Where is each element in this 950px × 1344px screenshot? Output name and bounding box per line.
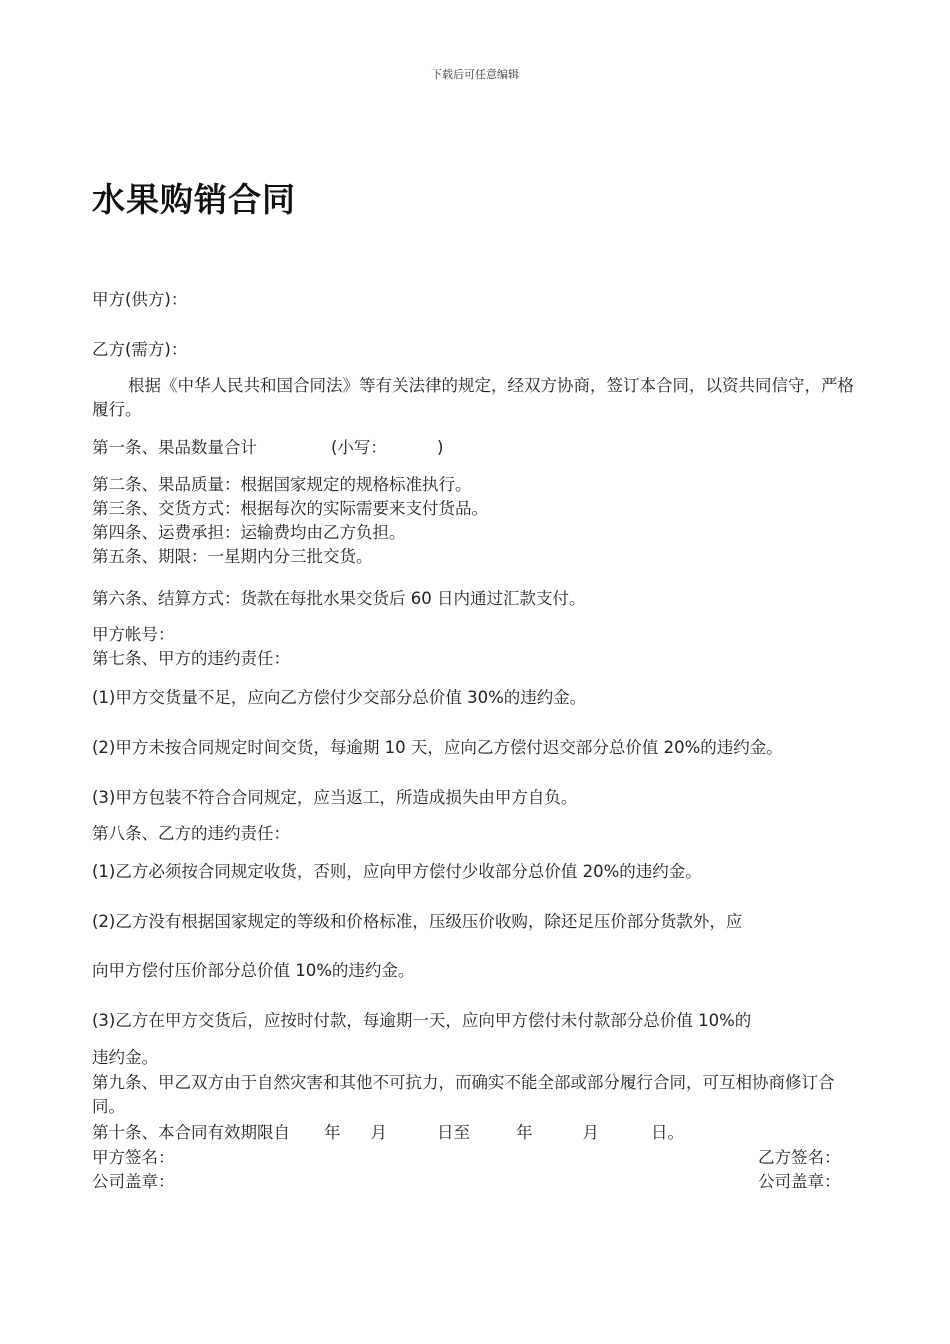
day-end-label: 日。 [651, 1123, 684, 1142]
article-7-item: (1)甲方交货量不足，应向乙方偿付少交部分总价值 30%的违约金。 [92, 688, 587, 707]
party-b-seal-label: 公司盖章： [758, 1172, 841, 1191]
year-label: 年 [324, 1123, 341, 1142]
article-2: 第二条、果品质量：根据国家规定的规格标准执行。 [92, 475, 472, 494]
article-5: 第五条、期限：一星期内分三批交货。 [92, 547, 373, 566]
article-8-item: (1)乙方必须按合同规定收货，否则，应向甲方偿付少收部分总价值 20%的违约金。 [92, 862, 702, 881]
article-8-heading: 第八条、乙方的违约责任： [92, 824, 290, 843]
month-label: 月 [582, 1123, 599, 1142]
month-label: 月 [370, 1123, 387, 1142]
article-10 [92, 1121, 684, 1145]
party-a-label: 甲方(供方)： [92, 290, 188, 309]
article-4: 第四条、运费承担：运输费均由乙方负担。 [92, 523, 406, 542]
article-8-item-continued: 违约金。 [92, 1048, 158, 1067]
article-1 [92, 436, 443, 460]
article-1-close: ) [436, 438, 444, 457]
party-b-label: 乙方(需方)： [92, 340, 188, 359]
article-7-item: (3)甲方包装不符合合同规定，应当返工，所造成损失由甲方自负。 [92, 788, 578, 807]
article-1-label: 第一条、果品数量合计 [92, 438, 257, 457]
article-9: 第九条、甲乙双方由于自然灾害和其他不可抗力，而确实不能全部或部分履行合同，可互相协商修订合同。 [92, 1073, 835, 1116]
account-label: 甲方帐号： [92, 625, 175, 644]
article-3: 第三条、交货方式：根据每次的实际需要来支付货品。 [92, 499, 488, 518]
year-label: 年 [516, 1123, 533, 1142]
party-a-seal-label: 公司盖章： [92, 1172, 175, 1191]
article-10-label: 第十条、本合同有效期限自 [92, 1123, 290, 1142]
party-a-signature-label: 甲方签名： [92, 1148, 175, 1167]
article-8-item-continued: 向甲方偿付压价部分总价值 10%的违约金。 [92, 961, 415, 980]
article-7-item: (2)甲方未按合同规定时间交货，每逾期 10 天，应向乙方偿付迟交部分总价值 20%的违约金。 [92, 738, 783, 757]
article-6: 第六条、结算方式：货款在每批水果交货后 60 日内通过汇款支付。 [92, 589, 586, 608]
article-8-item: (3)乙方在甲方交货后，应按时付款，每逾期一天，应向甲方偿付未付款部分总价值 10%的 [92, 1011, 752, 1030]
article-1-small-write: (小写： [331, 438, 387, 457]
preamble-paragraph: 根据《中华人民共和国合同法》等有关法律的规定，经双方协商，签订本合同，以资共同信守，严格履行。 [92, 376, 854, 419]
party-b-signature-label: 乙方签名： [758, 1148, 841, 1167]
day-to-label: 日至 [437, 1123, 470, 1142]
document-title: 水果购销合同 [92, 180, 296, 219]
page-header-note: 下载后可任意编辑 [431, 68, 519, 81]
article-7-heading: 第七条、甲方的违约责任： [92, 649, 290, 668]
article-8-item: (2)乙方没有根据国家规定的等级和价格标准，压级压价收购，除还足压价部分货款外，应 [92, 912, 743, 931]
